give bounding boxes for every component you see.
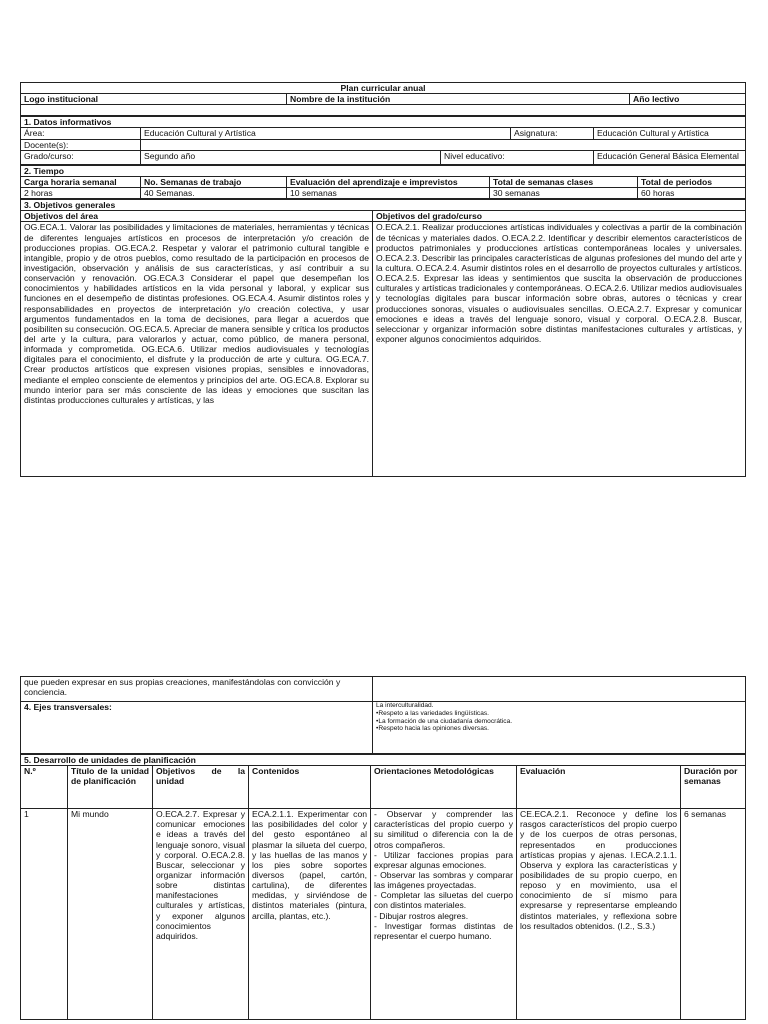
time-header: No. Semanas de trabajo (141, 176, 287, 187)
transversal-item: • Respeto a las variedades lingüísticas. (376, 710, 742, 718)
teachers-value (141, 139, 746, 150)
time-value: 2 horas (21, 187, 141, 198)
plan-title: Plan curricular anual (21, 83, 746, 94)
unidades-table (20, 754, 746, 1020)
units-header: Título de la unidad de planificación (68, 766, 153, 809)
time-header: Evaluación del aprendizaje e imprevistos (287, 176, 490, 187)
section1-title: 1. Datos informativos (21, 117, 746, 128)
time-header: Total de semanas clases (490, 176, 638, 187)
unit-title: Mi mundo (68, 809, 153, 1020)
section4-title: 4. Ejes transversales: (21, 702, 373, 754)
unit-number: 1 (21, 809, 68, 1020)
transversal-item: • Respeto hacia las opiniones diversas. (376, 725, 742, 733)
plan-page-2 (20, 676, 745, 1020)
section3-title: 3. Objetivos generales (21, 200, 746, 211)
units-header: Objetivos de la unidad (153, 766, 249, 809)
method-item: - Utilizar facciones propias para expresar algunas emociones. (374, 850, 513, 870)
header-table (20, 82, 746, 116)
method-item: - Observar y comprender las características del propio cuerpo y su similitud o diferencia con la de otros compañeros. (374, 809, 513, 850)
section2-title: 2. Tiempo (21, 165, 746, 176)
time-header: Carga horaria semanal (21, 176, 141, 187)
tiempo-table (20, 165, 746, 199)
time-value: 30 semanas (490, 187, 638, 198)
section5-title: 5. Desarrollo de unidades de planificación (21, 755, 746, 766)
area-objectives-continuation: que pueden expresar en sus propias creaciones, manifestándolas con convicción y conciencia. (21, 677, 373, 702)
units-header: Duración por semanas (681, 766, 746, 809)
datos-informativos-table (20, 116, 746, 164)
logo-label: Logo institucional (21, 94, 287, 105)
institution-label: Nombre de la institución (287, 94, 630, 105)
year-label: Año lectivo (630, 94, 746, 105)
time-value: 10 semanas (287, 187, 490, 198)
method-item: - Investigar formas distintas de representar el cuerpo humano. (374, 921, 513, 941)
time-value: 40 Semanas. (141, 187, 287, 198)
subject-value: Educación Cultural y Artística (594, 128, 746, 139)
grade-label: Grado/curso: (21, 150, 141, 164)
units-header: Orientaciones Metodológicas (371, 766, 517, 809)
grade-objectives-header: Objetivos del grado/curso (373, 211, 746, 222)
time-value: 60 horas (638, 187, 746, 198)
plan-page-1 (20, 82, 745, 477)
time-header: Total de periodos (638, 176, 746, 187)
teachers-label: Docente(s): (21, 139, 141, 150)
unit-objectives: O.ECA.2.7. Expresar y comunicar emociones e ideas a través del lenguaje sonoro, visual y corporal. O.ECA.2.8. Buscar, seleccionar y organizar información sobre distintas manifestaciones culturales y artísticas, y exponer algunos conocimientos adquiridos. (153, 809, 249, 1020)
transversal-axes (373, 702, 746, 754)
subject-label: Asignatura: (511, 128, 594, 139)
level-value: Educación General Básica Elemental (594, 150, 746, 164)
area-objectives-header: Objetivos del área (21, 211, 373, 222)
unit-contents: ECA.2.1.1. Experimentar con las posibilidades del color y del gesto espontáneo al plasmar la silueta del cuerpo, y las huellas de las manos y los pies sobre soportes diversos (papel, cartón, cartulina), de diferentes medidas, y sirviéndose de distintos materiales (pintura, arcilla, plantas, etc.). (249, 809, 371, 1020)
transversal-item: • La formación de una ciudadanía democrática. (376, 718, 742, 726)
units-header: Contenidos (249, 766, 371, 809)
grade-objectives-continuation (373, 677, 746, 702)
units-header: N.º (21, 766, 68, 809)
grade-value: Segundo año (141, 150, 441, 164)
method-item: - Completar las siluetas del cuerpo con distintos materiales. (374, 890, 513, 910)
level-label: Nivel educativo: (441, 150, 594, 164)
transversal-intro: La interculturalidad. (376, 702, 434, 709)
area-label: Área: (21, 128, 141, 139)
grade-objectives-text: O.ECA.2.1. Realizar producciones artísticas individuales y colectivas a partir de la combinación de técnicas y materiales dados. O.ECA.2.2. Identificar y describir elementos característicos de productos patrimoniales y producciones artísticas contemporáneas locales y universales. O.ECA.2.3. Describir las principales características de algunas profesiones del mundo del arte y la cultura. O.ECA.2.4. Asumir distintos roles en el desarrollo de proyectos culturales y artísticos. O.ECA.2.5. Expresar las ideas y sentimientos que suscita la observación de producciones culturales y artísticas tradicionales y contemporáneas. O.ECA.2.6. Utilizar medios audiovisuales y tecnologías digitales para buscar información sobre obras, autores o técnicas y crear producciones sonoras, visuales o audiovisuales sencillas. O.ECA.2.7. Expresar y comunicar emociones e ideas a través del lenguaje sonoro, visual y corporal. O.ECA.2.8. Buscar, seleccionar y organizar información sobre distintas manifestaciones culturales y artísticas, y exponer algunos conocimientos adquiridos. (373, 222, 746, 477)
area-value: Educación Cultural y Artística (141, 128, 511, 139)
unit-evaluation: CE.ECA.2.1. Reconoce y define los rasgos característicos del propio cuerpo y de los cuerpos de otras personas, representados en producciones artísticas propias y ajenas. I.ECA.2.1.1. Observa y explora las características y posibilidades de su propio cuerpo, en reposo y en movimiento, usa el conocimiento de sí mismo para expresarse y representarse empleando distintos materiales, y reflexiona sobre los resultados obtenidos. (I.2., S.3.) (517, 809, 681, 1020)
unit-duration: 6 semanas (681, 809, 746, 1020)
continuation-table (20, 676, 746, 754)
area-objectives-text: OG.ECA.1. Valorar las posibilidades y limitaciones de materiales, herramientas y técnicas de diferentes lenguajes artísticos en procesos de interpretación y/o creación de producciones propias. OG.ECA.2. Respetar y valorar el patrimonio cultural tangible e intangible, propio y de otros pueblos, como resultado de la participación en procesos de investigación, observación y análisis de sus características, y así contribuir a su conservación y renovación. OG.ECA.3 Considerar el papel que desempeñan los conocimientos y habilidades artísticos en la vida personal y laboral, y explicar sus funciones en el desempeño de distintas profesiones. OG.ECA.4. Asumir distintos roles y responsabilidades en proyectos de interpretación y/o creación colectiva, y usar argumentos fundamentados en la toma de decisiones, para llegar a acuerdos que posibiliten su consecución. OG.ECA.5. Apreciar de manera sensible y crítica los productos del arte y la cultura, para valorarlos y actuar, como público, de manera personal, informada y comprometida. OG.ECA.6. Utilizar medios audiovisuales y tecnologías digitales para el conocimiento, el disfrute y la producción de arte y cultura. OG.ECA.7. Crear productos artísticos que expresen visiones propias, sensibles e innovadoras, mediante el empleo consciente de elementos y principios del arte. OG.ECA.8. Explorar su mundo interior para ser más consciente de las ideas y emociones que suscitan las distintas producciones culturales y artísticas, y las (21, 222, 373, 477)
method-item: - Dibujar rostros alegres. (374, 911, 513, 921)
unit-methods (371, 809, 517, 1020)
method-item: - Observar las sombras y comparar las imágenes proyectadas. (374, 870, 513, 890)
units-header: Evaluación (517, 766, 681, 809)
spacer-row (21, 105, 746, 116)
objetivos-table (20, 199, 746, 477)
